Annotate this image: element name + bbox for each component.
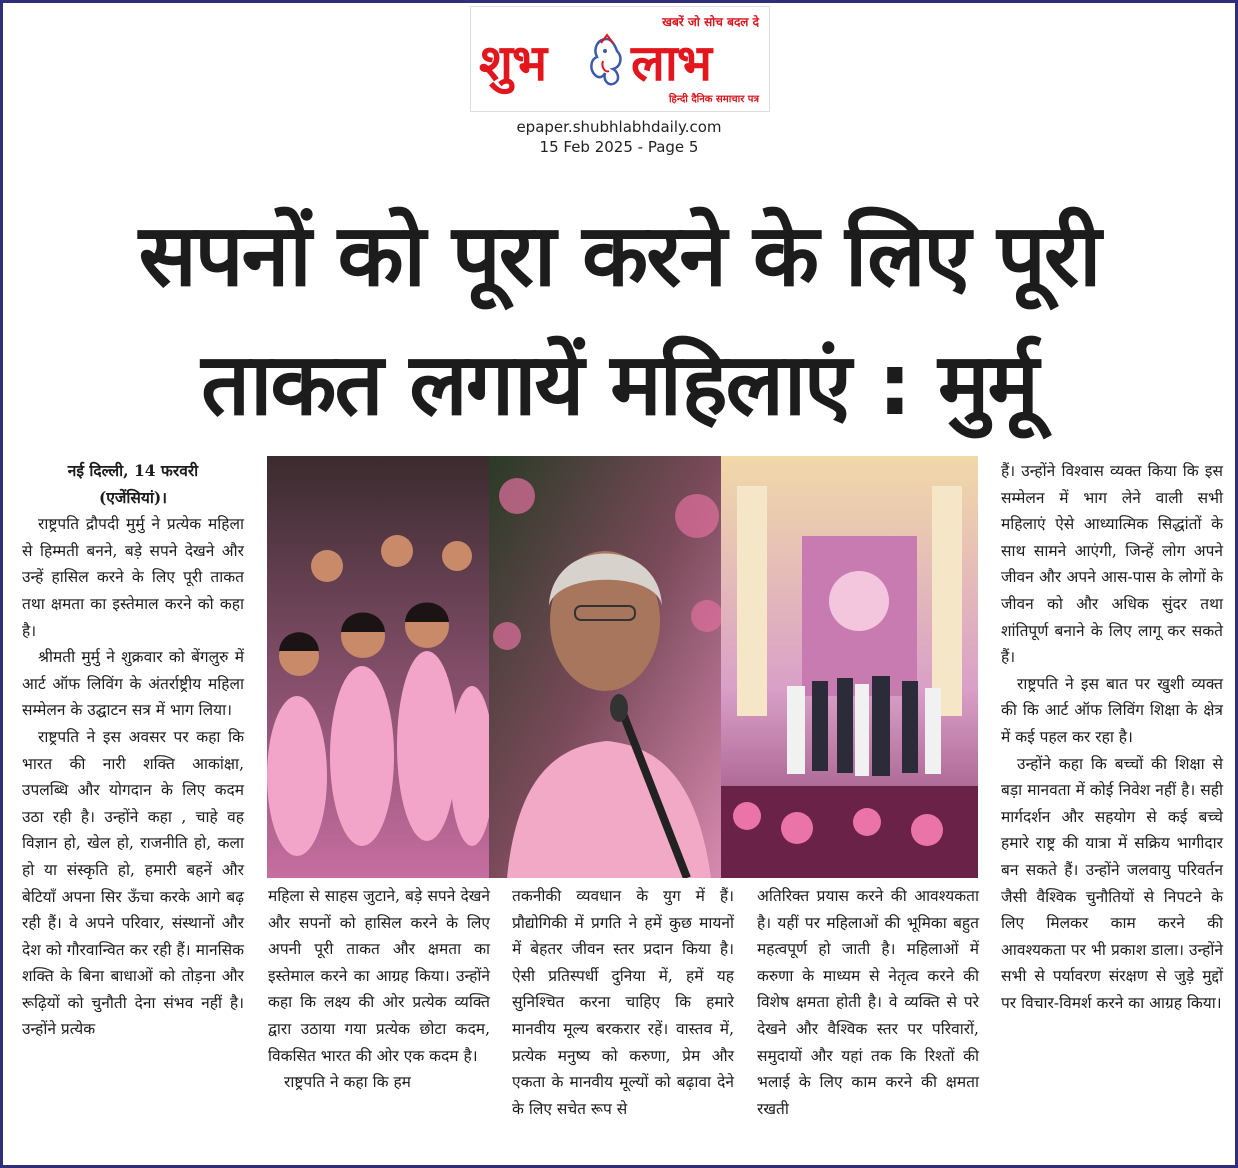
paragraph: महिला से साहस जुटाने, बड़े सपने देखने और सपनों को हासिल करने के लिए अपनी पूरी ताकत और क्षमता का इस्तेमाल करने का आग्रह किया। उन्होंने कहा कि लक्ष्य की ओर प्रत्येक व्यक्ति द्वारा उठाया गया प्रत्येक छोटा कदम, विकसित भारत की ओर एक कदम है।	[268, 887, 490, 1065]
headline-line-1: सपनों को पूरा करने के लिए पूरी	[138, 206, 1100, 306]
brand-name-left: शुभ	[479, 33, 547, 92]
paragraph: राष्ट्रपति ने इस अवसर पर कहा कि भारत की नारी शक्ति आकांक्षा, उपलब्धि और योगदान के लिए कदम उठा रही है। उन्होंने कहा , चाहे वह विज्ञान हो, खेल हो, राजनीति हो, कला हो या संस्कृति हो, हमारी बहनें और बेटियाँ अपना सिर ऊँचा करके आगे बढ़ रही हैं। वे अपने परिवार, संस्थानों और देश को गौरवान्वित कर रही हैं। मानसिक शक्ति के बिना बाधाओं को तोड़ना और रूढ़ियों को चुनौती देना संभव नहीं है। उन्होंने प्रत्येक	[22, 727, 244, 1039]
article-column-4	[757, 883, 979, 1122]
article-column-1	[22, 458, 244, 1043]
paragraph: उन्होंने कहा कि बच्चों की शिक्षा से बड़ा मानवता में कोई निवेश नहीं है। सही मार्गदर्शन और सहयोग से कई बच्चे हमारे राष्ट्र की यात्रा में सक्रिय भागीदार बन सकते हैं। उन्होंने जलवायु परिवर्तन जैसी वैश्विक चुनौतियों से निपटने के लिए मिलकर काम करने की आवश्यकता पर भी प्रकाश डाला। उन्होंने सभी से पर्यावरण संरक्षण से जुड़े मुद्दों पर विचार-विमर्श करने का आग्रह किया।	[1001, 754, 1223, 1012]
paragraph: अतिरिक्त प्रयास करने की आवश्यकता है। यहीं पर महिलाओं की भूमिका बहुत महत्वपूर्ण हो जाती है। महिलाओं में करुणा के माध्यम से नेतृत्व करने की विशेष क्षमता होती है। वे व्यक्ति से परे देखने और वैश्विक स्तर पर परिवारों, समुदायों और यहां तक कि रिश्तों की भलाई के लिए काम करने की क्षमता रखती	[757, 887, 979, 1118]
ganesha-logo-icon	[583, 33, 631, 91]
article-photo[interactable]	[267, 456, 978, 878]
paragraph: राष्ट्रपति ने इस बात पर खुशी व्यक्त की कि आर्ट ऑफ लिविंग शिक्षा के क्षेत्र में कई पहल कर रहा है।	[1001, 674, 1223, 746]
paragraph: हैं। उन्होंने विश्वास व्यक्त किया कि इस सम्मेलन में भाग लेने वाली सभी महिलाएं ऐसे आध्यात्मिक सिद्धांतों के साथ सामने आएंगी, जिन्हें लोग अपने जीवन और अपने आस-पास के लोगों के जीवन को और अधिक सुंदर तथा शांतिपूर्ण बनाने के लिए लागू कर सकते हैं।	[1001, 462, 1223, 667]
paragraph: श्रीमती मुर्मु ने शुक्रवार को बेंगलुरु में आर्ट ऑफ लिविंग के अंतर्राष्ट्रीय महिला सम्मेलन के उद्घाटन सत्र में भाग लिया।	[22, 648, 244, 720]
masthead-tagline: खबरें जो सोच बदल दे	[662, 15, 759, 29]
epaper-site[interactable]: epaper.shubhlabhdaily.com	[516, 118, 722, 136]
brand-name-right: लाभ	[631, 33, 711, 92]
dateline: नई दिल्ली, 14 फरवरी	[67, 461, 199, 480]
paragraph: राष्ट्रपति द्रौपदी मुर्मु ने प्रत्येक महिला से हिम्मती बनने, बड़े सपने देखने और उन्हें हासिल करने के लिए पूरी ताकत तथा क्षमता का इस्तेमाल करने को कहा है।	[22, 515, 244, 640]
article-column-3	[512, 883, 734, 1122]
paragraph: राष्ट्रपति ने कहा कि हम	[284, 1073, 411, 1092]
dateline-agency: (एजेंसियां)।	[98, 487, 168, 507]
paragraph: तकनीकी व्यवधान के युग में हैं। प्रौद्योगिकी में प्रगति ने हमें कुछ मायनों में बेहतर जीवन स्तर प्रदान किया है। ऐसी प्रतिस्पर्धी दुनिया में, हमें यह सुनिश्चित करना चाहिए कि हमारे मानवीय मूल्य बरकरार रहें। वास्तव में, प्रत्येक मनुष्य को करुणा, प्रेम और एकता के मानवीय मूल्यों को बढ़ावा देने के लिए सचेत रूप से	[512, 887, 734, 1118]
headline-line-2: ताकत लगायें महिलाएं : मुर्मू	[201, 335, 1037, 435]
epaper-date-page: 15 Feb 2025 - Page 5	[539, 138, 699, 156]
article-column-5	[1001, 458, 1223, 1016]
masthead-subtag: हिन्दी दैनिक समाचार पत्र	[668, 94, 759, 105]
masthead[interactable]	[470, 6, 770, 112]
article-column-2	[268, 883, 490, 1096]
photo-collage	[267, 456, 978, 878]
